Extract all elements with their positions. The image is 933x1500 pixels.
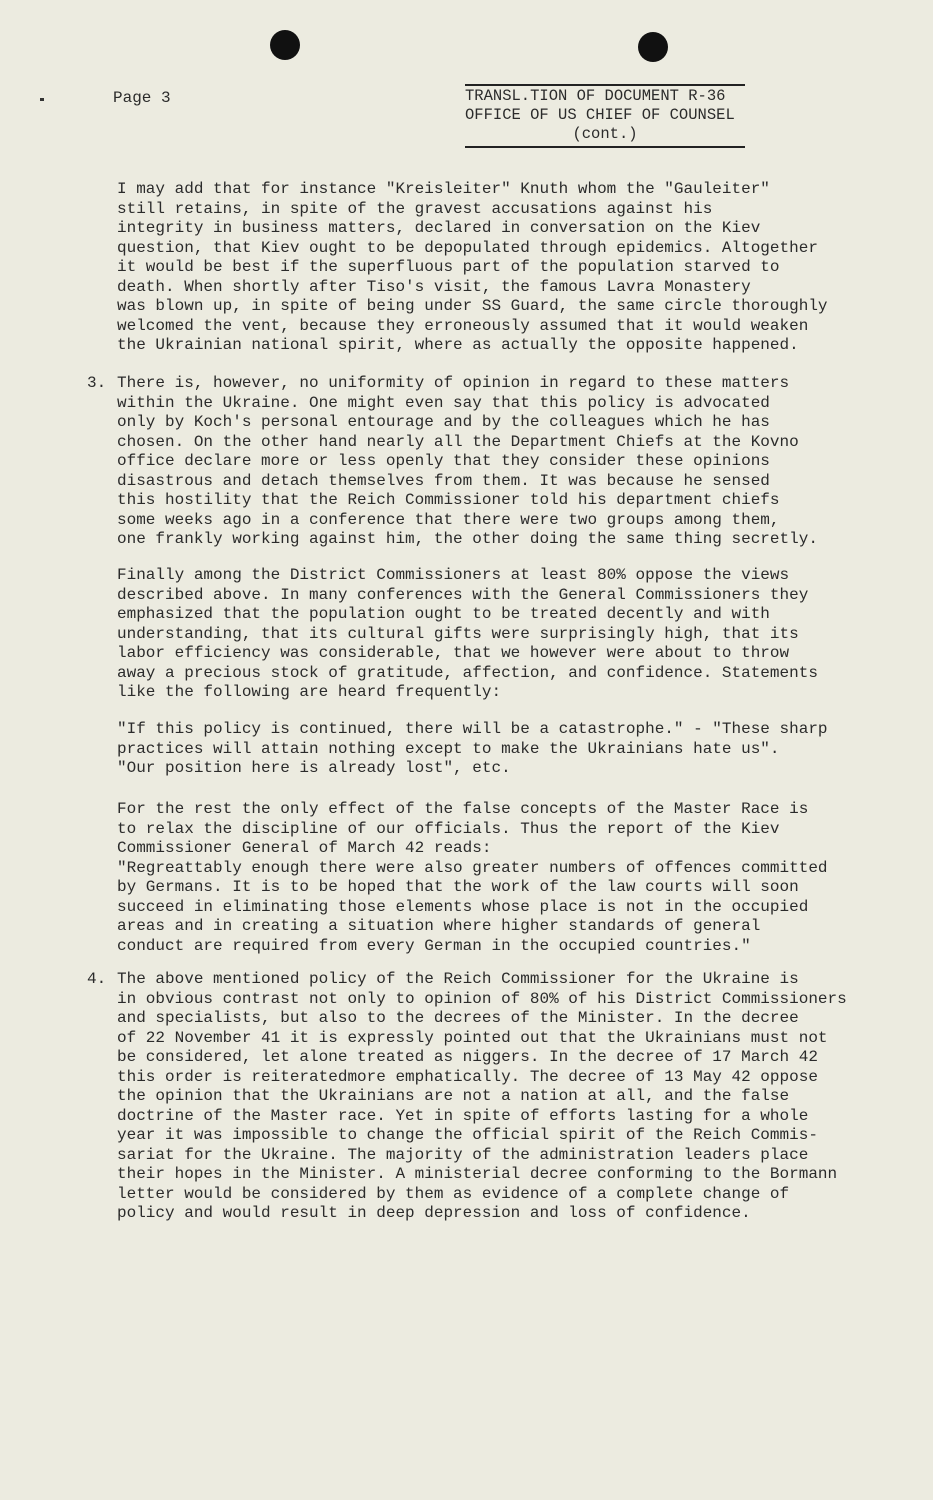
text-line: only by Koch's personal entourage and by the colleagues which he has xyxy=(117,413,770,431)
text-line: "If this policy is continued, there will be a catastrophe." - "These sharp xyxy=(117,720,828,738)
text-line: "Regreattably enough there were also greater numbers of offences committed xyxy=(117,858,828,877)
text-line: it would be best if the superfluous part of the population starved to xyxy=(117,258,780,276)
text-line: away a precious stock of gratitude, affection, and confidence. Statements xyxy=(117,663,818,682)
paragraph xyxy=(117,800,828,956)
document-header xyxy=(465,84,745,148)
paragraph-number: 4. xyxy=(87,970,107,988)
text-line: death. When shortly after Tiso's visit, the famous Lavra Monastery xyxy=(117,277,751,296)
text-line: within the Ukraine. One might even say that this policy is advocated xyxy=(117,393,770,412)
text-line: doctrine of the Master race. Yet in spite of efforts lasting for a whole xyxy=(117,1106,809,1125)
text-line: There is, however, no uniformity of opinion in regard to these matters xyxy=(117,374,790,392)
text-line: conduct are required from every German in the occupied countries." xyxy=(117,936,751,955)
text-line: question, that Kiev ought to be depopulated through epidemics. Altogether xyxy=(117,238,818,257)
header-line-3: (cont.) xyxy=(572,125,638,143)
text-line: disastrous and detach themselves from them. It was because he sensed xyxy=(117,471,770,490)
text-line: emphasized that the population ought to be treated decently and with xyxy=(117,605,770,623)
text-line: some weeks ago in a conference that there were two groups among them, xyxy=(117,510,780,529)
paragraph xyxy=(87,374,818,550)
text-line: and specialists, but also to the decrees of the Minister. In the decree xyxy=(117,1009,799,1027)
text-line: this order is reiteratedmore emphatically. The decree of 13 May 42 oppose xyxy=(117,1067,818,1086)
text-line: of 22 November 41 it is expressly pointed out that the Ukrainians must not xyxy=(117,1028,828,1047)
text-line: described above. In many conferences with the General Commissioners they xyxy=(117,585,809,604)
text-line: chosen. On the other hand nearly all the Department Chiefs at the Kovno xyxy=(117,432,799,451)
stray-mark xyxy=(40,98,44,101)
paragraph xyxy=(117,566,818,703)
text-line: one frankly working against him, the other doing the same thing secretly. xyxy=(117,530,818,548)
text-line: to relax the discipline of our officials. Thus the report of the Kiev xyxy=(117,819,780,838)
paragraph xyxy=(117,720,828,779)
text-line: understanding, that its cultural gifts were surprisingly high, that its xyxy=(117,624,799,643)
text-line: was blown up, in spite of being under SS Guard, the same circle thoroughly xyxy=(117,297,828,315)
text-line: "Our position here is already lost", etc. xyxy=(117,759,511,777)
text-line: Finally among the District Commissioners at least 80% oppose the views xyxy=(117,566,790,584)
text-line: integrity in business matters, declared in conversation on the Kiev xyxy=(117,219,761,237)
paragraph xyxy=(117,180,828,356)
punch-hole-right xyxy=(638,32,668,62)
text-line: For the rest the only effect of the false concepts of the Master Race is xyxy=(117,800,809,818)
text-line: be considered, let alone treated as niggers. In the decree of 17 March 42 xyxy=(117,1048,818,1066)
text-line: practices will attain nothing except to make the Ukrainians hate us". xyxy=(117,739,780,758)
text-line: by Germans. It is to be hoped that the work of the law courts will soon xyxy=(117,878,799,896)
paragraph xyxy=(87,970,847,1224)
text-line: in obvious contrast not only to opinion of 80% of his District Commissioners xyxy=(117,989,847,1008)
paragraph-number: 3. xyxy=(87,374,107,392)
text-line: areas and in creating a situation where higher standards of general xyxy=(117,917,761,935)
text-line: welcomed the vent, because they erroneously assumed that it would weaken xyxy=(117,316,809,335)
text-line: Commissioner General of March 42 reads: xyxy=(117,839,492,857)
text-line: succeed in eliminating those elements whose place is not in the occupied xyxy=(117,897,809,916)
punch-hole-left xyxy=(270,30,300,60)
text-line: their hopes in the Minister. A ministerial decree conforming to the Bormann xyxy=(117,1165,838,1183)
header-line-1: TRANSL.TION OF DOCUMENT R-36 xyxy=(465,87,726,105)
text-line: The above mentioned policy of the Reich Commissioner for the Ukraine is xyxy=(117,970,799,988)
text-line: letter would be considered by them as evidence of a complete change of xyxy=(117,1184,790,1203)
text-line: the Ukrainian national spirit, where as actually the opposite happened. xyxy=(117,336,799,354)
text-line: sariat for the Ukraine. The majority of the administration leaders place xyxy=(117,1145,809,1164)
text-line: I may add that for instance "Kreisleiter" Knuth whom the "Gauleiter" xyxy=(117,180,770,198)
text-line: still retains, in spite of the gravest accusations against his xyxy=(117,199,713,218)
header-line-2: OFFICE OF US CHIEF OF COUNSEL xyxy=(465,106,735,124)
text-line: office declare more or less openly that they consider these opinions xyxy=(117,452,770,470)
text-line: policy and would result in deep depression and loss of confidence. xyxy=(117,1204,751,1222)
text-line: this hostility that the Reich Commissioner told his department chiefs xyxy=(117,491,780,509)
page-number: Page 3 xyxy=(113,89,171,107)
text-line: labor efficiency was considerable, that we however were about to throw xyxy=(117,644,790,662)
text-line: year it was impossible to change the official spirit of the Reich Commis- xyxy=(117,1126,818,1144)
text-line: the opinion that the Ukrainians are not a nation at all, and the false xyxy=(117,1087,790,1105)
text-line: like the following are heard frequently: xyxy=(117,683,502,701)
